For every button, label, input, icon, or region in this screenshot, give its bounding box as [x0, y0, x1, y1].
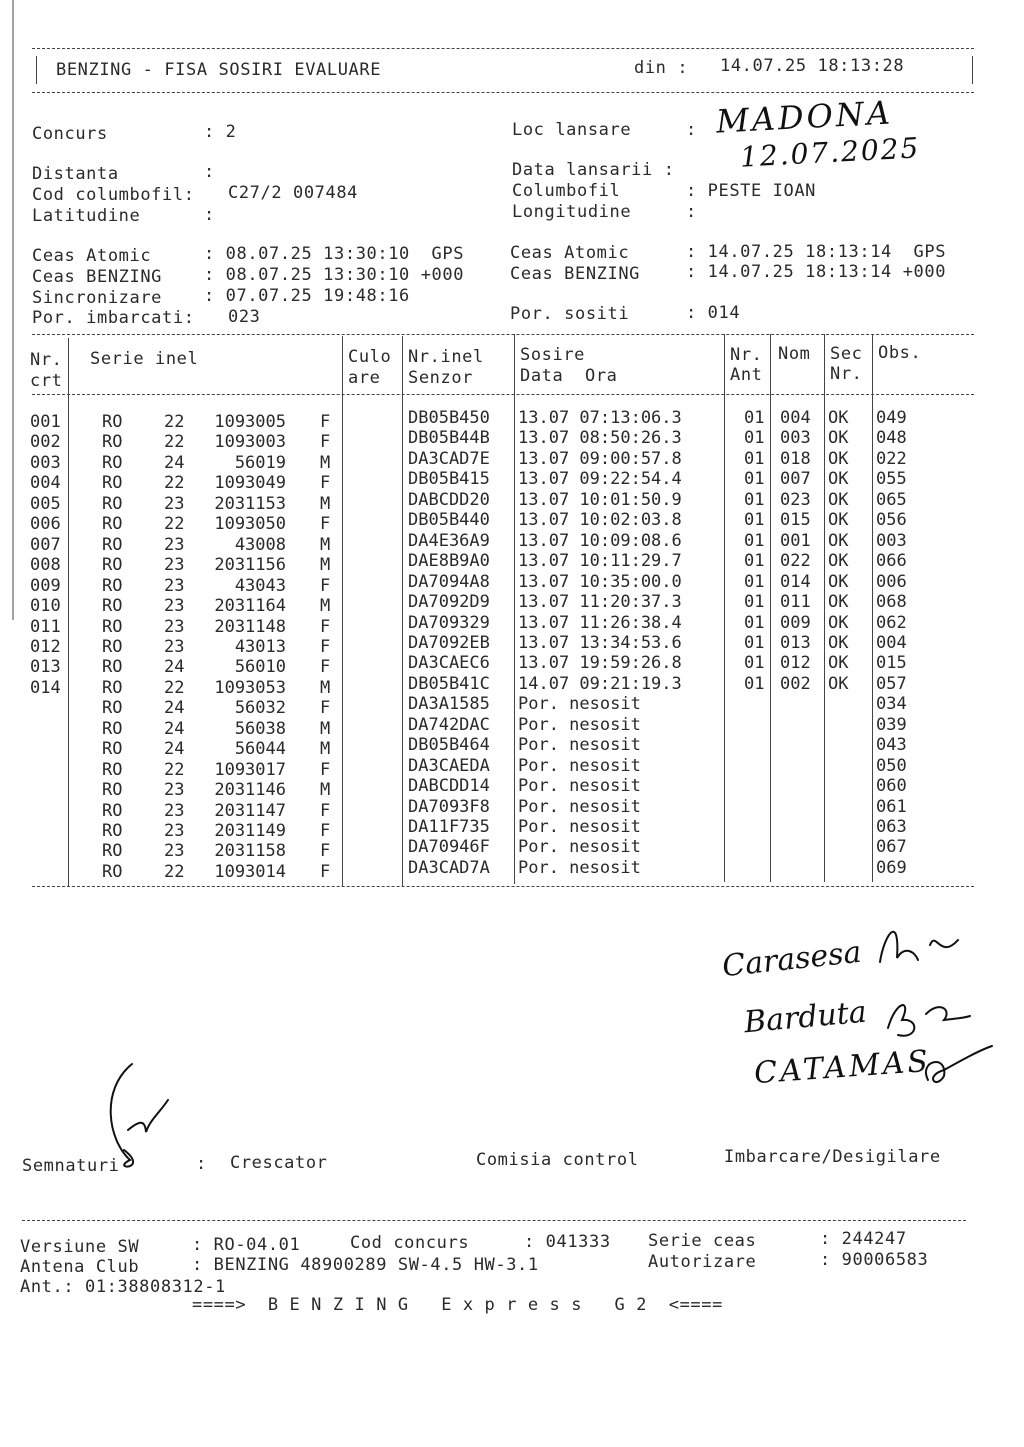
cell-obs: 039 [876, 714, 907, 735]
cell-sosire: Por. nesosit [518, 796, 641, 817]
cell-sosire: 13.07 10:11:29.7 [518, 551, 682, 572]
cell-obs: 061 [876, 796, 907, 817]
concurs-value: : 2 [204, 122, 237, 142]
cell-obs: 063 [876, 817, 907, 837]
cell-sosire: Por. nesosit [518, 837, 641, 858]
cell-sosire: 13.07 07:13:06.3 [518, 408, 682, 428]
cell-sosire: 13.07 10:35:00.0 [518, 571, 682, 592]
cell-obs: 066 [876, 551, 907, 572]
cell-nr: 007 [30, 534, 61, 555]
cell-an: 24 [164, 718, 185, 739]
cell-nom: 023 [780, 489, 811, 510]
cell-an: 23 [164, 575, 185, 596]
cell-nom: 009 [780, 612, 811, 633]
cell-nom: 002 [780, 673, 811, 694]
cell-tara: RO [102, 718, 123, 739]
col-header-crt: crt [30, 371, 63, 391]
ceas-benzing-start: : 08.07.25 13:30:10 +000 [204, 265, 465, 285]
cell-inel: 43008 [234, 534, 286, 555]
report-title: BENZING - FISA SOSIRI EVALUARE [56, 60, 382, 80]
ceas-benzing-end: : 14.07.25 18:13:14 +000 [686, 262, 947, 282]
cell-sec: OK [828, 653, 849, 674]
cell-obs: 050 [876, 755, 907, 776]
cell-sec: OK [828, 673, 849, 694]
cell-ant: 01 [744, 530, 765, 551]
cell-an: 23 [164, 616, 185, 637]
cod-columbofil-label: Cod columbofil: [32, 185, 195, 205]
cell-nom: 018 [780, 448, 811, 469]
cell-sosire: 13.07 19:59:26.8 [518, 653, 682, 674]
cell-sex: M [320, 452, 331, 473]
cell-inel: 2031147 [214, 800, 286, 821]
cell-ant: 01 [744, 428, 765, 449]
cell-sosire: 13.07 11:20:37.3 [518, 592, 682, 613]
cell-inel: 2031164 [214, 596, 286, 617]
antena-club-value: : BENZING 48900289 SW-4.5 HW-3.1 [192, 1255, 539, 1275]
cell-nr: 013 [30, 657, 61, 678]
col-header-sec: Sec [830, 344, 863, 364]
cell-nom: 011 [780, 592, 811, 613]
col-header-culo: Culo [348, 347, 392, 367]
cell-an: 23 [164, 596, 185, 617]
din-label: din : [634, 58, 689, 78]
semnaturi-label: Semnaturi [22, 1156, 120, 1176]
cell-an: 23 [164, 555, 185, 576]
cell-inel: 2031158 [214, 841, 286, 862]
cell-senzor: DA3CAD7E [408, 448, 490, 469]
cell-an: 24 [164, 452, 185, 473]
cell-sosire: Por. nesosit [518, 694, 641, 715]
cell-senzor: DABCDD20 [408, 489, 490, 510]
col-header-senzor: Senzor [408, 368, 474, 388]
cell-tara: RO [102, 452, 123, 473]
cell-inel: 1093005 [214, 412, 286, 432]
cell-tara: RO [102, 698, 123, 719]
cell-nom: 015 [780, 510, 811, 531]
cell-ant: 01 [744, 673, 765, 694]
cell-tara: RO [102, 780, 123, 801]
cell-sec: OK [828, 612, 849, 633]
ceas-benzing-label: Ceas BENZING [32, 267, 163, 287]
cell-nr: 006 [30, 514, 61, 535]
cell-sec: OK [828, 530, 849, 551]
cell-obs: 062 [876, 612, 907, 633]
cell-senzor: DB05B41C [408, 673, 490, 694]
handwritten-name-2: Barduta [742, 994, 869, 1041]
cell-senzor: DA7093F8 [408, 796, 490, 817]
ceas-atomic-end-label: Ceas Atomic [510, 243, 630, 263]
cell-inel: 2031149 [214, 821, 286, 841]
cell-inel: 56032 [234, 698, 286, 719]
cell-inel: 1093049 [214, 473, 286, 494]
cell-nom: 004 [780, 408, 811, 428]
cell-sec: OK [828, 510, 849, 531]
cell-sec: OK [828, 592, 849, 613]
cell-tara: RO [102, 841, 123, 862]
cell-senzor: DA3CAEC6 [408, 653, 490, 674]
cell-sosire: Por. nesosit [518, 857, 641, 878]
cell-an: 23 [164, 841, 185, 862]
col-header-are: are [348, 368, 381, 388]
cell-tara: RO [102, 432, 123, 453]
cell-obs: 034 [876, 694, 907, 715]
cell-obs: 003 [876, 530, 907, 551]
cell-senzor: DAE8B9A0 [408, 551, 490, 572]
autorizare-label: Autorizare [648, 1252, 757, 1272]
cell-tara: RO [102, 616, 123, 637]
cell-ant: 01 [744, 489, 765, 510]
cell-an: 22 [164, 677, 185, 698]
cell-an: 22 [164, 473, 185, 494]
cell-senzor: DA7094A8 [408, 571, 490, 592]
cell-sex: F [320, 657, 331, 678]
cell-obs: 048 [876, 428, 907, 449]
latitudine-label: Latitudine [32, 206, 141, 226]
cell-ant: 01 [744, 592, 765, 613]
cell-inel: 1093017 [214, 759, 286, 780]
cell-senzor: DA742DAC [408, 714, 490, 735]
cell-sosire: 14.07 09:21:19.3 [518, 673, 682, 694]
cell-nr: 012 [30, 636, 61, 657]
cell-sosire: Por. nesosit [518, 714, 641, 735]
cell-senzor: DA709329 [408, 612, 490, 633]
serie-ceas-label: Serie ceas [648, 1231, 757, 1251]
cell-an: 22 [164, 759, 185, 780]
cell-senzor: DA7092EB [408, 632, 490, 653]
cell-tara: RO [102, 821, 123, 841]
cell-nom: 001 [780, 530, 811, 551]
cell-sex: F [320, 800, 331, 821]
scribble-3 [926, 1046, 992, 1082]
cell-senzor: DABCDD14 [408, 776, 490, 797]
col-header-data-ora: Data Ora [520, 366, 618, 386]
cell-nom: 022 [780, 551, 811, 572]
cell-inel: 56019 [234, 452, 286, 473]
cell-sosire: 13.07 11:26:38.4 [518, 612, 682, 633]
cell-sex: M [320, 493, 331, 514]
cell-sex: M [320, 780, 331, 801]
cell-sosire: 13.07 10:09:08.6 [518, 530, 682, 551]
sincronizare-label: Sincronizare [32, 288, 163, 308]
cell-sec: OK [828, 632, 849, 653]
cell-nr: 010 [30, 596, 61, 617]
cell-an: 22 [164, 514, 185, 535]
cell-tara: RO [102, 514, 123, 535]
cell-nr: 003 [30, 452, 61, 473]
antena-id: Ant.: 01:38808312-1 [20, 1277, 226, 1297]
imbarcare-label: Imbarcare/Desigilare [724, 1147, 941, 1167]
cell-sosire: 13.07 10:01:50.9 [518, 489, 682, 510]
cell-obs: 055 [876, 469, 907, 490]
cell-senzor: DB05B464 [408, 735, 490, 756]
por-sositi-label: Por. sositi [510, 304, 630, 324]
distanta-label: Distanta [32, 164, 119, 184]
col-header-nr-inel: Nr.inel [408, 347, 484, 367]
cell-nr: 014 [30, 677, 61, 698]
cell-senzor: DA70946F [408, 837, 490, 858]
cell-tara: RO [102, 575, 123, 596]
cell-nom: 013 [780, 632, 811, 653]
versiune-sw-label: Versiune SW [20, 1237, 140, 1257]
cell-ant: 01 [744, 469, 765, 490]
cell-inel: 2031148 [214, 616, 286, 637]
cell-tara: RO [102, 759, 123, 780]
cell-sex: M [320, 596, 331, 617]
cod-concurs-label: Cod concurs [350, 1233, 470, 1253]
cell-inel: 2031146 [214, 780, 286, 801]
cell-tara: RO [102, 677, 123, 698]
por-imbarcati-value: 023 [228, 307, 261, 327]
longitudine-label: Longitudine [512, 202, 632, 222]
cell-sec: OK [828, 489, 849, 510]
cell-inel: 56038 [234, 718, 286, 739]
col-header-serie: Serie inel [90, 349, 199, 369]
versiune-sw-value: : RO-04.01 [192, 1235, 301, 1255]
cell-ant: 01 [744, 571, 765, 592]
distanta-colon: : [204, 162, 215, 182]
scribble-crescator [111, 1064, 168, 1167]
cell-obs: 067 [876, 837, 907, 858]
cell-senzor: DA3A1585 [408, 694, 490, 715]
cell-inel: 1093003 [214, 432, 286, 453]
cell-sosire: Por. nesosit [518, 755, 641, 776]
cell-sex: F [320, 432, 331, 453]
cell-an: 23 [164, 800, 185, 821]
columbofil-value: : PESTE IOAN [686, 181, 817, 201]
cell-inel: 1093050 [214, 514, 286, 535]
cell-sosire: Por. nesosit [518, 817, 641, 837]
cell-tara: RO [102, 596, 123, 617]
cell-sex: F [320, 636, 331, 657]
cell-sex: M [320, 739, 331, 760]
cell-sosire: Por. nesosit [518, 776, 641, 797]
col-header-nr: Nr. [30, 350, 63, 370]
handwritten-name-1: Carasesa [720, 934, 863, 985]
cell-sec: OK [828, 428, 849, 449]
ceas-atomic-end: : 14.07.25 18:13:14 GPS [686, 242, 947, 262]
loc-lansare-colon: : [686, 120, 697, 140]
cell-an: 24 [164, 698, 185, 719]
cell-sosire: 13.07 13:34:53.6 [518, 632, 682, 653]
cell-an: 23 [164, 780, 185, 801]
cell-sex: F [320, 514, 331, 535]
cell-obs: 065 [876, 489, 907, 510]
cell-sex: F [320, 861, 331, 882]
cell-nr: 008 [30, 555, 61, 576]
loc-lansare-handwritten: MADONA [715, 93, 894, 141]
cell-obs: 056 [876, 510, 907, 531]
concurs-label: Concurs [32, 124, 108, 144]
cell-ant: 01 [744, 448, 765, 469]
cell-tara: RO [102, 657, 123, 678]
cell-inel: 56010 [234, 657, 286, 678]
data-lansarii-handwritten: 12.07.2025 [739, 131, 922, 174]
col-header-ant: Ant [730, 365, 763, 385]
cell-tara: RO [102, 555, 123, 576]
cell-senzor: DB05B440 [408, 510, 490, 531]
cell-sex: F [320, 759, 331, 780]
cell-obs: 060 [876, 776, 907, 797]
por-sositi-value: : 014 [686, 303, 741, 323]
cell-nr: 001 [30, 412, 61, 432]
cell-nr: 011 [30, 616, 61, 637]
cell-an: 23 [164, 636, 185, 657]
cell-inel: 2031156 [214, 555, 286, 576]
cell-senzor: DB05B44B [408, 428, 490, 449]
cell-nom: 014 [780, 571, 811, 592]
scribble-1 [880, 932, 958, 962]
cell-tara: RO [102, 493, 123, 514]
col-header-sec-nr: Nr. [830, 364, 863, 384]
cell-obs: 069 [876, 857, 907, 878]
cell-sosire: 13.07 09:22:54.4 [518, 469, 682, 490]
sincronizare-value: : 07.07.25 19:48:16 [204, 286, 410, 306]
por-imbarcati-label: Por. imbarcati: [32, 308, 195, 328]
cell-sec: OK [828, 551, 849, 572]
cell-senzor: DA11F735 [408, 817, 490, 837]
cell-senzor: DA3CAEDA [408, 755, 490, 776]
cell-an: 23 [164, 821, 185, 841]
cell-sex: M [320, 677, 331, 698]
ceas-atomic-start: : 08.07.25 13:30:10 GPS [204, 244, 465, 264]
cell-nr: 002 [30, 432, 61, 453]
cell-sec: OK [828, 469, 849, 490]
col-header-nr-ant: Nr. [730, 345, 763, 365]
cell-sex: M [320, 534, 331, 555]
cell-inel: 2031153 [214, 493, 286, 514]
cell-tara: RO [102, 861, 123, 882]
antena-club-label: Antena Club [20, 1257, 140, 1277]
semnaturi-colon: : [196, 1154, 207, 1174]
ceas-benzing-end-label: Ceas BENZING [510, 264, 641, 284]
din-value: 14.07.25 18:13:28 [720, 56, 905, 76]
cod-columbofil-value: C27/2 007484 [228, 183, 359, 203]
cell-sec: OK [828, 448, 849, 469]
columbofil-label: Columbofil [512, 181, 621, 201]
cell-tara: RO [102, 473, 123, 494]
cell-tara: RO [102, 800, 123, 821]
cell-senzor: DA3CAD7A [408, 857, 490, 878]
cell-sosire: 13.07 10:02:03.8 [518, 510, 682, 531]
cell-nom: 012 [780, 653, 811, 674]
cell-an: 22 [164, 861, 185, 882]
cell-tara: RO [102, 739, 123, 760]
cell-nr: 005 [30, 493, 61, 514]
longitudine-colon: : [686, 202, 697, 222]
cell-sosire: Por. nesosit [518, 735, 641, 756]
cell-tara: RO [102, 534, 123, 555]
crescator-label: Crescator [230, 1153, 328, 1173]
scribble-2 [888, 1005, 970, 1036]
cell-inel: 56044 [234, 739, 286, 760]
cell-obs: 006 [876, 571, 907, 592]
cell-ant: 01 [744, 612, 765, 633]
cell-an: 22 [164, 432, 185, 453]
cell-an: 24 [164, 739, 185, 760]
cell-obs: 057 [876, 673, 907, 694]
cell-sosire: 13.07 09:00:57.8 [518, 448, 682, 469]
comisia-control-label: Comisia control [476, 1150, 639, 1170]
col-header-sosire: Sosire [520, 345, 586, 365]
cell-nom: 003 [780, 428, 811, 449]
cell-sex: M [320, 555, 331, 576]
benzing-express-banner: ====> B E N Z I N G E x p r e s s G 2 <==== [192, 1295, 723, 1315]
cell-tara: RO [102, 636, 123, 657]
cell-ant: 01 [744, 632, 765, 653]
cell-sex: F [320, 616, 331, 637]
loc-lansare-label: Loc lansare [512, 120, 632, 140]
cell-sex: F [320, 412, 331, 432]
footer-rule [22, 1220, 966, 1221]
cell-ant: 01 [744, 510, 765, 531]
cell-sex: F [320, 821, 331, 841]
autorizare-value: : 90006583 [820, 1250, 929, 1270]
cell-obs: 043 [876, 735, 907, 756]
cell-an: 22 [164, 412, 185, 432]
cell-obs: 049 [876, 408, 907, 428]
cell-senzor: DA4E36A9 [408, 530, 490, 551]
cell-sex: F [320, 698, 331, 719]
cell-tara: RO [102, 412, 123, 432]
cell-an: 23 [164, 493, 185, 514]
cell-sex: F [320, 575, 331, 596]
serie-ceas-value: : 244247 [820, 1229, 907, 1249]
cell-nom: 007 [780, 469, 811, 490]
cell-sex: F [320, 473, 331, 494]
latitudine-colon: : [204, 205, 215, 225]
cell-senzor: DB05B450 [408, 408, 490, 428]
cell-inel: 43013 [234, 636, 286, 657]
cell-obs: 068 [876, 592, 907, 613]
cell-an: 24 [164, 657, 185, 678]
cell-obs: 015 [876, 653, 907, 674]
cell-sex: F [320, 841, 331, 862]
cell-senzor: DB05B415 [408, 469, 490, 490]
cod-concurs-value: : 041333 [524, 1232, 611, 1252]
col-header-obs: Obs. [878, 343, 922, 363]
data-lansarii-label: Data lansarii : [512, 160, 675, 180]
cell-inel: 43043 [234, 575, 286, 596]
cell-nr: 009 [30, 575, 61, 596]
cell-inel: 1093053 [214, 677, 286, 698]
cell-sosire: 13.07 08:50:26.3 [518, 428, 682, 449]
cell-obs: 022 [876, 448, 907, 469]
cell-sex: M [320, 718, 331, 739]
handwritten-name-3: CATAMAS [752, 1043, 932, 1092]
ceas-atomic-label: Ceas Atomic [32, 246, 152, 266]
cell-inel: 1093014 [214, 861, 286, 882]
cell-ant: 01 [744, 551, 765, 572]
col-header-nom: Nom [778, 344, 811, 364]
cell-obs: 004 [876, 632, 907, 653]
cell-senzor: DA7092D9 [408, 592, 490, 613]
cell-nr: 004 [30, 473, 61, 494]
cell-an: 23 [164, 534, 185, 555]
cell-ant: 01 [744, 408, 765, 428]
cell-sec: OK [828, 571, 849, 592]
cell-ant: 01 [744, 653, 765, 674]
cell-sec: OK [828, 408, 849, 428]
